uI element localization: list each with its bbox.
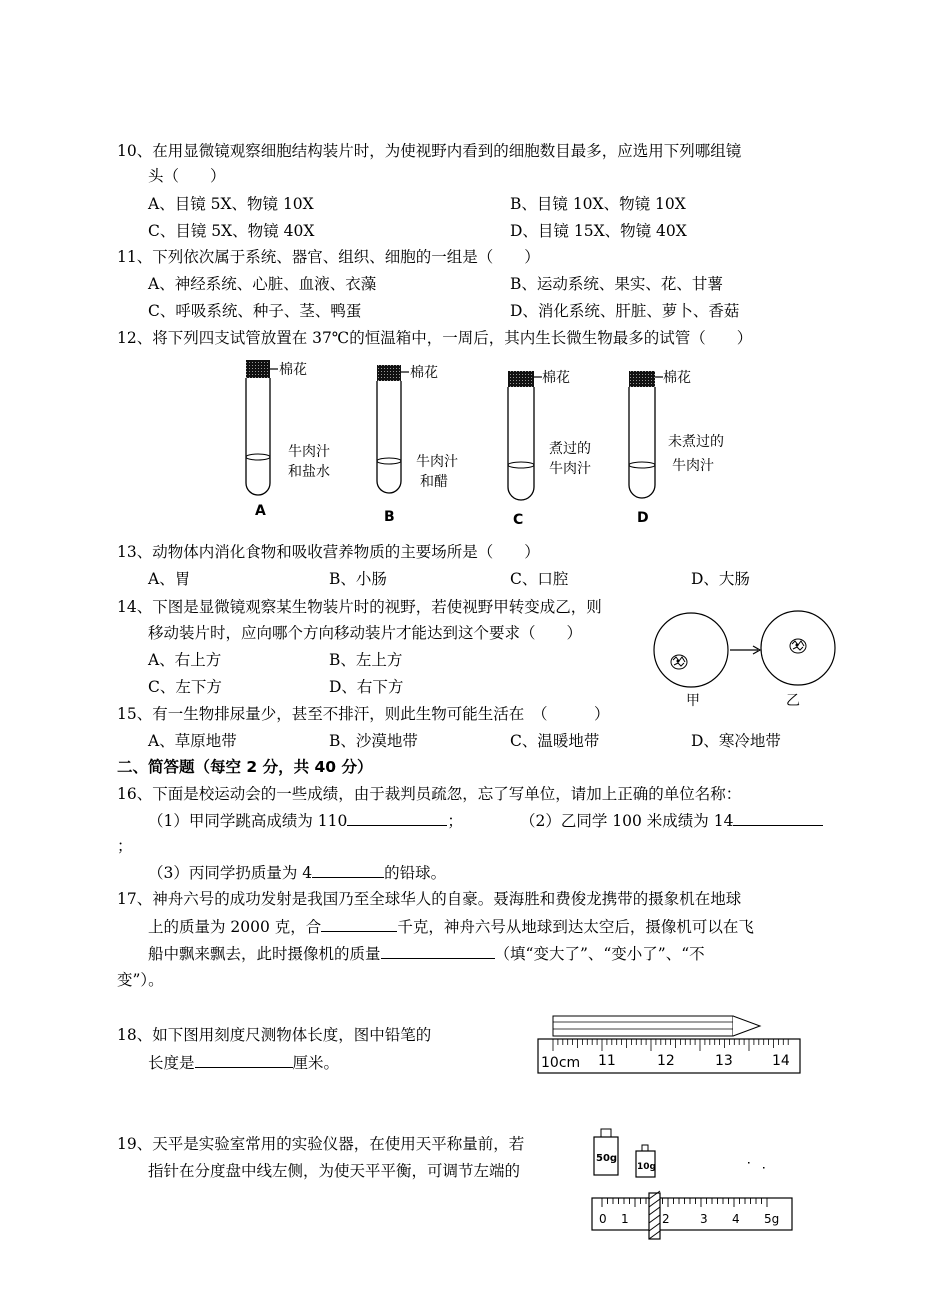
weight-10g-label: 10g [637, 1162, 656, 1172]
q11-option-b: B、运动系统、果实、花、甘薯 [510, 275, 723, 293]
q15-option-d: D、寒冷地带 [691, 732, 781, 750]
q12-stem: 12、将下列四支试管放置在 37℃的恒温箱中，一周后，其内生长微生物最多的试管（ ） [117, 329, 753, 347]
tube-b [377, 365, 409, 493]
q17-line4: 变”）。 [117, 971, 164, 989]
q15-option-b: B、沙漠地带 [329, 732, 418, 750]
test-tubes-figure [230, 355, 750, 530]
weight-10g [636, 1145, 656, 1177]
q14-stem-line1: 14、下图是显微镜观察某生物装片时的视野，若使视野甲转变成乙，则 [117, 598, 602, 616]
q14-stem-line2: 移动装片时，应向哪个方向移动装片才能达到这个要求（ ） [148, 624, 583, 642]
section-2-heading: 二、简答题（每空 2 分，共 40 分） [117, 758, 373, 776]
q11-stem: 11、下列依次属于系统、器官、组织、细胞的一组是（ ） [117, 248, 540, 266]
q11-option-d: D、消化系统、肝脏、萝卜、香菇 [510, 302, 740, 320]
tube-c-content-1: 煮过的 [549, 441, 591, 457]
q16-part-2: （2）乙同学 100 米成绩为 14 [520, 810, 823, 831]
q10-option-c: C、目镜 5X、物镜 40X [148, 222, 315, 240]
q10-stem-line1: 10、在用显微镜观察细胞结构装片时，为使视野内看到的细胞数目最多，应选用下列哪组镜 [117, 142, 742, 160]
q14-option-a: A、右上方 [148, 651, 222, 669]
tube-c [508, 371, 542, 500]
ruler-label-10: 10cm [541, 1055, 581, 1071]
q18-line1: 18、如下图用刻度尺测物体长度，图中铅笔的 [117, 1026, 432, 1044]
q18-line2: 长度是 厘米。 [148, 1054, 340, 1072]
q13-option-c: C、口腔 [510, 570, 569, 588]
q18-blank[interactable] [195, 1052, 293, 1068]
q17-line2: 上的质量为 2000 克，合 千克，神舟六号从地球到达太空后，摄像机可以在飞 [148, 918, 754, 936]
q15-option-a: A、草原地带 [148, 732, 237, 750]
q11-option-a: A、神经系统、心脏、血液、衣藻 [148, 275, 377, 293]
scale-label-1: 1 [621, 1212, 629, 1226]
ruler-label-13: 13 [715, 1053, 733, 1069]
scale-label-0: 0 [599, 1212, 607, 1226]
q13-option-a: A、胃 [148, 570, 191, 588]
scale-label-4: 4 [732, 1212, 740, 1226]
tube-b-content-1: 牛肉汁 [416, 454, 458, 470]
q10-stem-line2: 头（ ） [148, 167, 226, 185]
q14-option-d: D、右下方 [329, 678, 404, 696]
tube-d-letter: D [637, 510, 649, 526]
q19-line2: 指针在分度盘中线左侧，为使天平平衡，可调节左端的 [148, 1162, 521, 1180]
tube-a-cap-label: 棉花 [279, 362, 307, 378]
ruler-figure [535, 1015, 805, 1077]
tube-b-content-2: 和醋 [420, 474, 448, 490]
scale-label-5g: 5g [764, 1212, 780, 1226]
q14-option-c: C、左下方 [148, 678, 222, 696]
field-jia-circle [654, 613, 728, 687]
q15-option-c: C、温暖地带 [510, 732, 600, 750]
tube-c-content-2: 牛肉汁 [549, 461, 591, 477]
q11-option-c: C、呼吸系统、种子、茎、鸭蛋 [148, 302, 362, 320]
q16-blank-1[interactable] [347, 810, 447, 826]
tube-b-cap-label: 棉花 [410, 365, 438, 381]
q16-part-2-end: ； [117, 837, 133, 855]
scale-label-2: 2 [662, 1212, 670, 1226]
tube-c-cap-label: 棉花 [542, 370, 570, 386]
tube-a-content-2: 和盐水 [288, 464, 330, 480]
q10-option-d: D、目镜 15X、物镜 40X [510, 222, 687, 240]
tube-a [246, 360, 278, 495]
scale-label-3: 3 [700, 1212, 708, 1226]
field-yi-label: 乙 [786, 693, 800, 709]
q13-option-d: D、大肠 [691, 570, 750, 588]
tube-a-content-1: 牛肉汁 [288, 444, 330, 460]
q16-blank-3[interactable] [312, 862, 384, 878]
field-jia-label: 甲 [686, 693, 700, 709]
q10-option-a: A、目镜 5X、物镜 10X [148, 195, 314, 213]
tube-b-letter: B [384, 509, 395, 525]
balance-figure [585, 1125, 800, 1243]
q13-option-b: B、小肠 [329, 570, 387, 588]
q15-stem: 15、有一生物排尿量少，甚至不排汗，则此生物可能生活在 （ ） [117, 705, 610, 723]
q19-line1: 19、天平是实验室常用的实验仪器，在使用天平称量前，若 [117, 1135, 525, 1153]
weight-50g-label: 50g [596, 1153, 618, 1164]
q16-part-3: （3）丙同学扔质量为 4 的铅球。 [148, 864, 447, 882]
ruler-label-11: 11 [598, 1053, 616, 1069]
cell-yi [790, 639, 806, 653]
tube-d [629, 371, 663, 498]
tube-d-cap-label: 棉花 [663, 370, 691, 386]
tube-c-letter: C [513, 512, 524, 528]
q17-blank-2[interactable] [381, 943, 495, 959]
q16-part-1: （1）甲同学跳高成绩为 110 ； [148, 812, 463, 830]
pencil [553, 1016, 760, 1036]
q14-option-b: B、左上方 [329, 651, 403, 669]
ruler-label-12: 12 [657, 1053, 675, 1069]
q13-stem: 13、动物体内消化食物和吸收营养物质的主要场所是（ ） [117, 543, 540, 561]
tube-d-content-2: 牛肉汁 [672, 458, 714, 474]
q10-option-b: B、目镜 10X、物镜 10X [510, 195, 686, 213]
tube-a-letter: A [255, 503, 266, 519]
rider [649, 1191, 660, 1239]
q17-blank-1[interactable] [321, 916, 397, 932]
ruler-label-14: 14 [772, 1053, 790, 1069]
tube-d-content-1: 未煮过的 [668, 434, 724, 450]
q17-line1: 17、神舟六号的成功发射是我国乃至全球华人的自豪。聂海胜和费俊龙携带的摄象机在地球 [117, 890, 742, 908]
q17-line3: 船中飘来飘去，此时摄像机的质量 （填“变大了”、“变小了”、“不 [148, 945, 705, 963]
cell-jia [671, 655, 687, 669]
weight-50g [594, 1129, 618, 1175]
q16-stem: 16、下面是校运动会的一些成绩，由于裁判员疏忽，忘了写单位，请加上正确的单位名称： [117, 785, 742, 803]
q16-blank-2[interactable] [733, 810, 823, 826]
microscope-field-figure [652, 608, 852, 713]
